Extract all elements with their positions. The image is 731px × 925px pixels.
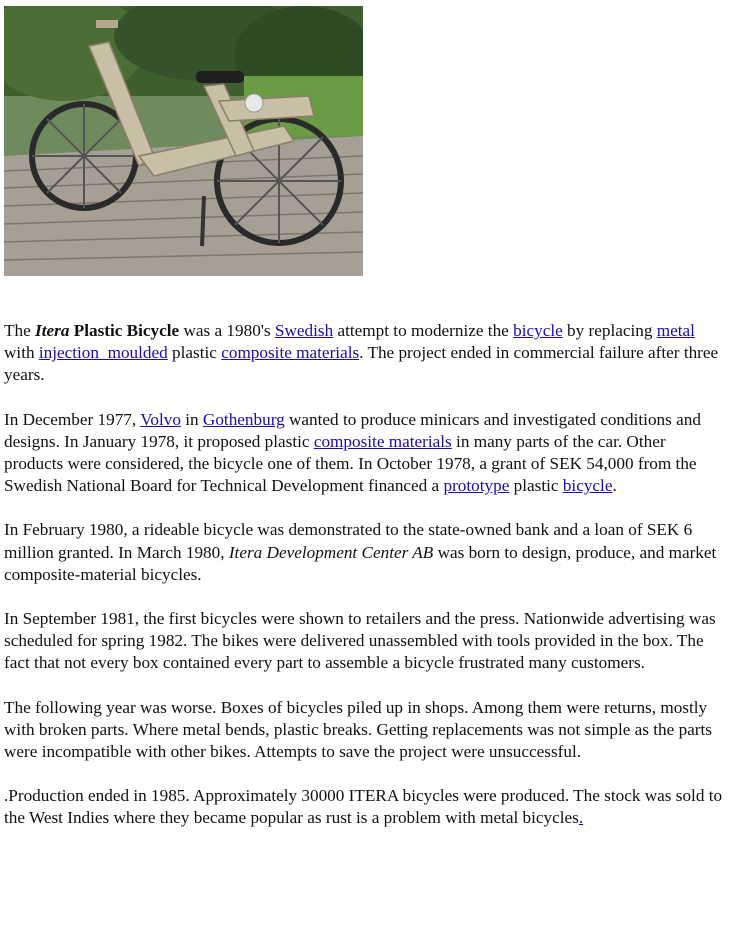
link-swedish[interactable]: Swedish (274, 321, 334, 340)
link-composite-materials-2[interactable]: composite materials (313, 431, 452, 451)
paragraph-decline: The following year was worse. Boxes of bicycles piled up in shops. Among them were returns, mostly with broken parts. Where metal bends, plastic breaks. Getting replacements was not simple as the parts were incompatible with other bikes. Attempts to save the project were unsuccessful. (4, 697, 712, 762)
paragraph-end: .Production ended in 1985. Approximately 30000 ITERA bicycles were produced. The stock was sold to the West Indies where they became popular as rust is a problem with metal bicycles. (4, 786, 723, 828)
plastic-bicycle-photo-icon (4, 6, 363, 276)
link-volvo[interactable]: Volvo (140, 409, 181, 429)
link-bicycle[interactable]: bicycle (513, 321, 563, 340)
link-end[interactable]: . (578, 808, 584, 828)
bicycle-photo (4, 6, 363, 276)
link-prototype[interactable]: prototype (443, 476, 510, 496)
company-name: Itera Development Center AB (228, 542, 434, 562)
article-body (4, 320, 728, 852)
itera-name: Itera (35, 321, 70, 340)
paragraph-funding: In February 1980, a rideable bicycle was demonstrated to the state-owned bank and a loan of SEK 6 million granted. In March 1980, Itera Development Center AB was born to design, produce, and market composite-material bicycles. (4, 520, 717, 584)
paragraph-launch: In September 1981, the first bicycles were shown to retailers and the press. Nationwide advertising was scheduled for spring 1982. The bikes were delivered unassembled with tools provided in the box. The fact that not every box contained every part to assemble a bicycle frustrated many customers. (4, 609, 716, 673)
link-injection-moulded[interactable]: injection_moulded (38, 343, 168, 363)
paragraph-origins: In December 1977, Volvo in Gothenburg wanted to produce minicars and investigated conditions and designs. In January 1978, it proposed plastic composite materials in many parts of the car. Other products were considered, the bicycle one of them. In October 1978, a grant of SEK 54,000 from the Swedish National Board for Technical Development financed a prototype plastic bicycle. (4, 409, 701, 496)
link-composite-materials[interactable]: composite materials (221, 343, 360, 363)
paragraph-intro: The Itera Plastic Bicycle was a 1980's Swedish attempt to modernize the bicycle by replacing metal with injection_moulded plastic composite materials. The project ended in commercial failure after three years. (4, 321, 719, 385)
title-rest: Plastic Bicycle (69, 321, 180, 340)
link-metal[interactable]: metal (656, 321, 695, 340)
link-bicycle-2[interactable]: bicycle (562, 476, 613, 496)
link-gothenburg[interactable]: Gothenburg (202, 409, 285, 429)
